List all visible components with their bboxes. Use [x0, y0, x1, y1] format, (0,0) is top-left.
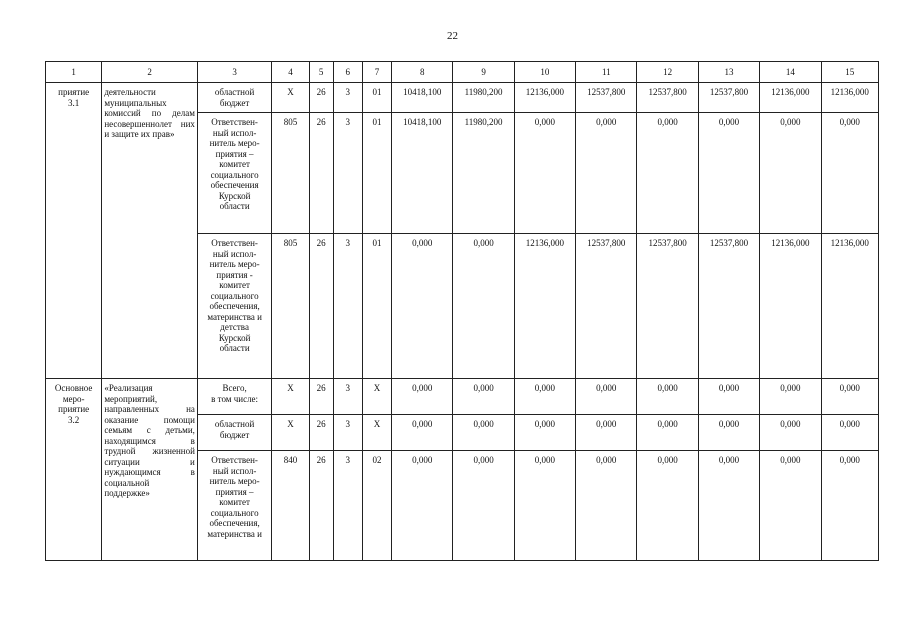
value-cell: 0,000: [453, 234, 514, 379]
column-header: 7: [362, 62, 391, 83]
value-cell: 12537,800: [698, 234, 759, 379]
table-row: [46, 379, 879, 415]
value-cell: 0,000: [698, 451, 759, 561]
value-cell: 12136,000: [514, 83, 575, 113]
column-header: 10: [514, 62, 575, 83]
value-cell: 0,000: [637, 379, 698, 415]
value-cell: 0,000: [637, 113, 698, 234]
cell-col4: 840: [272, 451, 309, 561]
value-cell: 0,000: [760, 451, 821, 561]
measure-number: приятие 3.1: [46, 83, 102, 379]
value-cell: 12136,000: [821, 83, 878, 113]
value-cell: 0,000: [576, 451, 637, 561]
cell-col6: 3: [333, 451, 362, 561]
cell-col4: X: [272, 415, 309, 451]
value-cell: 0,000: [392, 234, 453, 379]
value-cell: 12537,800: [576, 234, 637, 379]
cell-col7: X: [362, 415, 391, 451]
cell-col4: 805: [272, 234, 309, 379]
value-cell: 0,000: [637, 415, 698, 451]
value-cell: 0,000: [760, 415, 821, 451]
funding-source: областной бюджет: [197, 83, 271, 113]
column-header: 15: [821, 62, 878, 83]
cell-col7: 01: [362, 113, 391, 234]
cell-col6: 3: [333, 83, 362, 113]
cell-col6: 3: [333, 379, 362, 415]
value-cell: 0,000: [514, 379, 575, 415]
value-cell: 0,000: [821, 451, 878, 561]
value-cell: 10418,100: [392, 83, 453, 113]
value-cell: 0,000: [453, 379, 514, 415]
value-cell: 0,000: [576, 113, 637, 234]
table-row: [46, 83, 879, 113]
cell-col7: 01: [362, 234, 391, 379]
cell-col6: 3: [333, 113, 362, 234]
value-cell: 11980,200: [453, 83, 514, 113]
funding-source: Ответствен- ный испол- нитель меро- приятия – комитет социального обеспечения, материнства и: [197, 451, 271, 561]
cell-col5: 26: [309, 83, 333, 113]
value-cell: 12136,000: [821, 234, 878, 379]
value-cell: 0,000: [392, 379, 453, 415]
value-cell: 0,000: [637, 451, 698, 561]
page-number: 22: [447, 30, 458, 42]
cell-col4: X: [272, 379, 309, 415]
value-cell: 0,000: [392, 451, 453, 561]
column-header: 11: [576, 62, 637, 83]
cell-col7: X: [362, 379, 391, 415]
value-cell: 0,000: [821, 415, 878, 451]
value-cell: 0,000: [453, 415, 514, 451]
value-cell: 0,000: [760, 379, 821, 415]
cell-col4: X: [272, 83, 309, 113]
value-cell: 0,000: [698, 415, 759, 451]
value-cell: 12537,800: [698, 83, 759, 113]
value-cell: 0,000: [514, 451, 575, 561]
value-cell: 10418,100: [392, 113, 453, 234]
value-cell: 11980,200: [453, 113, 514, 234]
value-cell: 0,000: [821, 379, 878, 415]
column-header: 14: [760, 62, 821, 83]
funding-source: Ответствен- ный испол- нитель меро- приятия - комитет социального обеспечения, материнства и детства Курской области: [197, 234, 271, 379]
cell-col5: 26: [309, 451, 333, 561]
funding-source: областной бюджет: [197, 415, 271, 451]
column-header: 2: [102, 62, 198, 83]
budget-table: [45, 61, 879, 561]
column-header: 1: [46, 62, 102, 83]
value-cell: 0,000: [514, 113, 575, 234]
value-cell: 0,000: [760, 113, 821, 234]
column-header: 4: [272, 62, 309, 83]
cell-col5: 26: [309, 415, 333, 451]
value-cell: 12537,800: [637, 83, 698, 113]
value-cell: 12136,000: [760, 83, 821, 113]
value-cell: 0,000: [576, 379, 637, 415]
cell-col5: 26: [309, 234, 333, 379]
value-cell: 0,000: [576, 415, 637, 451]
value-cell: 0,000: [698, 113, 759, 234]
column-header: 12: [637, 62, 698, 83]
table-header: [46, 62, 879, 83]
column-header: 3: [197, 62, 271, 83]
value-cell: 0,000: [514, 415, 575, 451]
value-cell: 0,000: [698, 379, 759, 415]
value-cell: 12136,000: [514, 234, 575, 379]
value-cell: 0,000: [453, 451, 514, 561]
column-header: 8: [392, 62, 453, 83]
measure-title: деятельности муниципальных комиссий по делам несовершеннолет них и защите их прав»: [102, 83, 198, 379]
measure-number: Основное меро- приятие 3.2: [46, 379, 102, 561]
cell-col6: 3: [333, 415, 362, 451]
value-cell: 12537,800: [637, 234, 698, 379]
cell-col4: 805: [272, 113, 309, 234]
column-header: 9: [453, 62, 514, 83]
column-header: 5: [309, 62, 333, 83]
cell-col6: 3: [333, 234, 362, 379]
value-cell: 0,000: [821, 113, 878, 234]
cell-col7: 01: [362, 83, 391, 113]
cell-col7: 02: [362, 451, 391, 561]
value-cell: 12136,000: [760, 234, 821, 379]
value-cell: 0,000: [392, 415, 453, 451]
measure-title: «Реализация мероприятий, направленных на оказание помощи семьям с детьми, находящимся в трудной жизненной ситуации и нуждающимся в социальной поддержке»: [102, 379, 198, 561]
column-header: 6: [333, 62, 362, 83]
funding-source: Ответствен- ный испол- нитель меро- приятия – комитет социального обеспечения Курской области: [197, 113, 271, 234]
cell-col5: 26: [309, 113, 333, 234]
funding-source: Всего, в том числе:: [197, 379, 271, 415]
column-header: 13: [698, 62, 759, 83]
cell-col5: 26: [309, 379, 333, 415]
value-cell: 12537,800: [576, 83, 637, 113]
